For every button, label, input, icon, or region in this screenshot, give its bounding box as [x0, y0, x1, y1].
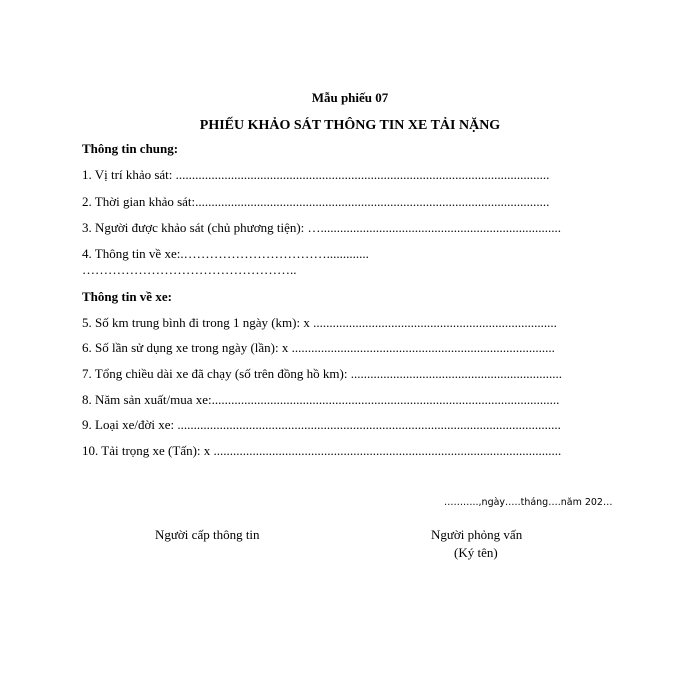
field-trips-per-day: 6. Số lần sử dụng xe trong ngày (lần): x .................................................................................	[82, 340, 555, 355]
field-survey-time: 2. Thời gian khảo sát:.............................................................................................................	[82, 194, 550, 209]
field-vehicle-info: 4. Thông tin về xe:.…………………………….............	[82, 246, 369, 261]
field-avg-km-per-day: 5. Số km trung bình đi trong 1 ngày (km): x ...........................................................................	[82, 315, 557, 330]
form-code: Mẫu phiếu 07	[311, 90, 389, 105]
date-line: ………..,ngày…..tháng….năm 202…	[444, 497, 613, 508]
provider-signature-label: Người cấp thông tin	[155, 527, 260, 542]
field-vehicle-info-continuation: …………………………………………..	[82, 262, 297, 277]
signature-note: (Ký tên)	[454, 545, 498, 560]
field-survey-location: 1. Vị trí khảo sát: ...................................................................................................................	[82, 167, 550, 182]
field-respondent: 3. Người được khảo sát (chủ phương tiện): …..........................................................................	[82, 220, 562, 235]
interviewer-signature-label: Người phỏng vấn	[431, 527, 523, 542]
section-heading-general: Thông tin chung:	[82, 141, 179, 156]
field-load-capacity: 10. Tải trọng xe (Tấn): x ...........................................................................................................	[82, 443, 562, 458]
field-odometer: 7. Tổng chiều dài xe đã chạy (số trên đồng hồ km): .................................................................	[82, 366, 562, 381]
field-year-made: 8. Năm sản xuất/mua xe:...........................................................................................................	[82, 392, 560, 407]
field-vehicle-type: 9. Loại xe/đời xe: ......................................................................................................................	[82, 417, 561, 432]
form-title: PHIẾU KHẢO SÁT THÔNG TIN XE TẢI NẶNG	[199, 118, 501, 133]
section-heading-vehicle: Thông tin về xe:	[82, 289, 172, 304]
